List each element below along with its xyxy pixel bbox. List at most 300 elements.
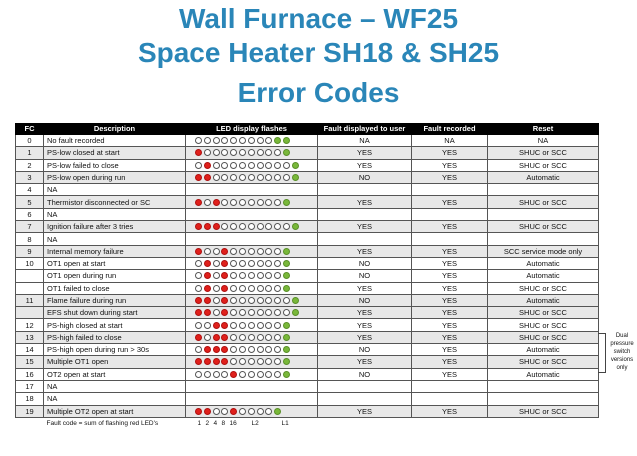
led-off: [213, 272, 220, 279]
recorded-cell: YES: [412, 307, 488, 319]
led-cell: [186, 331, 318, 343]
title-line-3: Error Codes: [237, 77, 400, 108]
fc-cell: 18: [16, 393, 44, 405]
led-off: [248, 346, 255, 353]
led-off: [257, 334, 264, 341]
recorded-cell: YES: [412, 282, 488, 294]
fc-cell: 11: [16, 294, 44, 306]
footer-note: Fault code = sum of flashing red LED's: [44, 417, 186, 429]
displayed-cell: [318, 393, 412, 405]
reset-cell: SHUC or SCC: [488, 405, 599, 417]
led-red: [213, 322, 220, 329]
table-row: [16, 307, 599, 319]
footer-empty: [488, 417, 599, 429]
led-off: [213, 297, 220, 304]
reset-cell: SHUC or SCC: [488, 282, 599, 294]
led-off: [221, 174, 228, 181]
led-green: [283, 137, 290, 144]
reset-cell: SHUC or SCC: [488, 147, 599, 159]
led-off: [195, 346, 202, 353]
led-off: [265, 346, 272, 353]
led-off: [239, 334, 246, 341]
displayed-cell: NO: [318, 257, 412, 269]
displayed-cell: YES: [318, 405, 412, 417]
table-row: [16, 282, 599, 294]
led-off: [213, 408, 220, 415]
led-cell: [186, 393, 318, 405]
led-off: [239, 309, 246, 316]
led-red: [204, 260, 211, 267]
led-green: [292, 174, 299, 181]
led-off: [204, 248, 211, 255]
led-off: [257, 408, 264, 415]
led-off: [239, 199, 246, 206]
led-off: [195, 162, 202, 169]
led-red: [195, 297, 202, 304]
led-off: [204, 334, 211, 341]
led-red: [195, 223, 202, 230]
led-off: [239, 260, 246, 267]
fc-cell: 12: [16, 319, 44, 331]
table-row: [16, 405, 599, 417]
description-cell: PS-high failed to close: [44, 331, 186, 343]
reset-cell: SHUC or SCC: [488, 307, 599, 319]
led-off: [274, 223, 281, 230]
displayed-cell: YES: [318, 319, 412, 331]
side-note: Dual pressure switch versions only: [610, 333, 634, 371]
led-cell: [186, 159, 318, 171]
fc-cell: 14: [16, 344, 44, 356]
led-cell: [186, 208, 318, 220]
led-green: [283, 358, 290, 365]
led-red: [213, 358, 220, 365]
led-off: [239, 162, 246, 169]
led-off: [257, 371, 264, 378]
led-cell: [186, 380, 318, 392]
led-off: [239, 371, 246, 378]
led-off: [213, 137, 220, 144]
led-cell: [186, 344, 318, 356]
reset-cell: SCC service mode only: [488, 245, 599, 257]
led-off: [204, 199, 211, 206]
led-off: [213, 162, 220, 169]
led-red: [230, 371, 237, 378]
led-display: [189, 334, 314, 341]
recorded-cell: NA: [412, 135, 488, 147]
led-off: [274, 260, 281, 267]
recorded-cell: YES: [412, 294, 488, 306]
led-red: [221, 297, 228, 304]
displayed-cell: YES: [318, 221, 412, 233]
led-off: [257, 322, 264, 329]
header-led: LED display flashes: [186, 124, 318, 135]
led-cell: [186, 233, 318, 245]
table-row: [16, 196, 599, 208]
led-green: [283, 149, 290, 156]
led-cell: [186, 405, 318, 417]
led-green: [292, 309, 299, 316]
table-row: [16, 331, 599, 343]
led-display: [189, 260, 314, 267]
led-red: [204, 223, 211, 230]
error-codes-table: [15, 123, 599, 429]
fc-cell: 1: [16, 147, 44, 159]
displayed-cell: NA: [318, 135, 412, 147]
description-cell: OT1 open at start: [44, 257, 186, 269]
reset-cell: SHUC or SCC: [488, 159, 599, 171]
led-off: [283, 309, 290, 316]
table-row: [16, 257, 599, 269]
led-off: [213, 260, 220, 267]
led-red: [204, 174, 211, 181]
led-off: [204, 137, 211, 144]
reset-cell: Automatic: [488, 368, 599, 380]
description-cell: NA: [44, 233, 186, 245]
led-cell: [186, 196, 318, 208]
description-cell: PS-low failed to close: [44, 159, 186, 171]
displayed-cell: YES: [318, 147, 412, 159]
description-cell: No fault recorded: [44, 135, 186, 147]
led-cell: [186, 368, 318, 380]
led-off: [283, 174, 290, 181]
description-cell: NA: [44, 393, 186, 405]
displayed-cell: YES: [318, 245, 412, 257]
led-off: [221, 223, 228, 230]
led-display: [189, 248, 314, 255]
description-cell: Multiple OT1 open: [44, 356, 186, 368]
reset-cell: Automatic: [488, 294, 599, 306]
led-off: [257, 199, 264, 206]
fc-cell: 17: [16, 380, 44, 392]
led-off: [265, 297, 272, 304]
led-off: [274, 309, 281, 316]
displayed-cell: YES: [318, 196, 412, 208]
led-red: [221, 346, 228, 353]
table-row: [16, 319, 599, 331]
led-off: [221, 162, 228, 169]
table-row: [16, 294, 599, 306]
led-off: [195, 322, 202, 329]
led-red: [204, 297, 211, 304]
led-red: [213, 199, 220, 206]
led-display: [189, 346, 314, 353]
fc-cell: [16, 282, 44, 294]
led-green: [292, 162, 299, 169]
led-off: [230, 272, 237, 279]
led-off: [230, 285, 237, 292]
led-off: [204, 371, 211, 378]
led-red: [213, 346, 220, 353]
led-cell: [186, 135, 318, 147]
led-cell: [186, 245, 318, 257]
led-off: [195, 272, 202, 279]
reset-cell: Automatic: [488, 344, 599, 356]
reset-cell: SHUC or SCC: [488, 319, 599, 331]
led-cell: [186, 307, 318, 319]
displayed-cell: [318, 233, 412, 245]
led-off: [213, 248, 220, 255]
led-display: [189, 223, 314, 230]
led-red: [221, 248, 228, 255]
displayed-cell: YES: [318, 159, 412, 171]
led-display: [189, 371, 314, 378]
fc-cell: 2: [16, 159, 44, 171]
led-red: [195, 149, 202, 156]
led-off: [274, 162, 281, 169]
led-cell: [186, 294, 318, 306]
description-cell: Thermistor disconnected or SC: [44, 196, 186, 208]
led-off: [274, 371, 281, 378]
led-red: [195, 199, 202, 206]
recorded-cell: YES: [412, 356, 488, 368]
led-off: [239, 137, 246, 144]
legend-label: 16: [229, 419, 237, 427]
description-cell: Flame failure during run: [44, 294, 186, 306]
fc-cell: 7: [16, 221, 44, 233]
led-off: [195, 285, 202, 292]
recorded-cell: YES: [412, 221, 488, 233]
led-off: [265, 248, 272, 255]
led-display: [189, 297, 314, 304]
fc-cell: 3: [16, 171, 44, 183]
led-red: [204, 358, 211, 365]
led-red: [213, 223, 220, 230]
led-off: [274, 199, 281, 206]
led-off: [265, 322, 272, 329]
led-off: [257, 346, 264, 353]
reset-cell: [488, 184, 599, 196]
led-green: [283, 285, 290, 292]
table-row: [16, 233, 599, 245]
recorded-cell: YES: [412, 368, 488, 380]
led-off: [248, 248, 255, 255]
led-red: [195, 358, 202, 365]
led-off: [230, 248, 237, 255]
led-display: [189, 137, 314, 144]
displayed-cell: NO: [318, 270, 412, 282]
led-off: [274, 358, 281, 365]
led-green: [283, 260, 290, 267]
title-line-1: Wall Furnace – WF25: [178, 3, 459, 34]
led-legend: [186, 417, 318, 429]
led-display: [189, 149, 314, 156]
led-off: [230, 358, 237, 365]
description-cell: PS-low open during run: [44, 171, 186, 183]
led-off: [257, 149, 264, 156]
led-off: [274, 334, 281, 341]
led-green: [283, 248, 290, 255]
led-off: [257, 358, 264, 365]
footer-empty: [16, 417, 44, 429]
led-off: [239, 149, 246, 156]
led-off: [257, 223, 264, 230]
description-cell: OT1 open during run: [44, 270, 186, 282]
led-off: [221, 408, 228, 415]
displayed-cell: YES: [318, 331, 412, 343]
table-row: [16, 208, 599, 220]
led-off: [283, 223, 290, 230]
led-red: [204, 272, 211, 279]
table-row: [16, 380, 599, 392]
led-off: [257, 285, 264, 292]
led-display: [189, 174, 314, 181]
table-row: [16, 147, 599, 159]
led-green: [292, 297, 299, 304]
legend-label: L2: [251, 419, 259, 427]
description-cell: OT1 failed to close: [44, 282, 186, 294]
fc-cell: 9: [16, 245, 44, 257]
fc-cell: 19: [16, 405, 44, 417]
led-red: [204, 408, 211, 415]
displayed-cell: NO: [318, 368, 412, 380]
description-cell: OT2 open at start: [44, 368, 186, 380]
led-display: [189, 285, 314, 292]
led-red: [221, 272, 228, 279]
header-displayed: Fault displayed to user: [318, 124, 412, 135]
led-red: [195, 174, 202, 181]
led-red: [204, 346, 211, 353]
recorded-cell: [412, 208, 488, 220]
table-row: [16, 344, 599, 356]
displayed-cell: YES: [318, 307, 412, 319]
footer-row: [16, 417, 599, 429]
led-off: [257, 174, 264, 181]
led-off: [274, 297, 281, 304]
led-off: [230, 297, 237, 304]
led-green: [283, 272, 290, 279]
table-row: [16, 245, 599, 257]
led-off: [239, 174, 246, 181]
led-cell: [186, 171, 318, 183]
led-off: [248, 199, 255, 206]
led-off: [274, 248, 281, 255]
led-green: [274, 137, 281, 144]
led-green: [283, 322, 290, 329]
led-off: [265, 285, 272, 292]
led-off: [265, 272, 272, 279]
led-off: [257, 272, 264, 279]
led-display: [189, 322, 314, 329]
led-display: [189, 199, 314, 206]
led-off: [239, 322, 246, 329]
led-off: [248, 297, 255, 304]
fc-cell: 15: [16, 356, 44, 368]
led-off: [230, 322, 237, 329]
led-off: [239, 358, 246, 365]
led-off: [230, 346, 237, 353]
led-off: [283, 297, 290, 304]
led-cell: [186, 270, 318, 282]
led-off: [248, 322, 255, 329]
side-bracket: [598, 333, 606, 373]
led-off: [248, 137, 255, 144]
led-red: [221, 334, 228, 341]
led-off: [213, 285, 220, 292]
table-row: [16, 159, 599, 171]
led-off: [248, 285, 255, 292]
led-off: [204, 149, 211, 156]
led-off: [230, 199, 237, 206]
fc-cell: [16, 270, 44, 282]
led-off: [230, 137, 237, 144]
led-off: [265, 174, 272, 181]
fc-cell: 8: [16, 233, 44, 245]
description-cell: Internal memory failure: [44, 245, 186, 257]
reset-cell: SHUC or SCC: [488, 356, 599, 368]
recorded-cell: YES: [412, 171, 488, 183]
fc-cell: 0: [16, 135, 44, 147]
led-red: [204, 285, 211, 292]
led-red: [195, 248, 202, 255]
table-row: [16, 393, 599, 405]
led-off: [204, 322, 211, 329]
led-display: [189, 309, 314, 316]
led-off: [274, 149, 281, 156]
led-off: [257, 309, 264, 316]
led-off: [239, 248, 246, 255]
led-off: [239, 285, 246, 292]
led-off: [230, 149, 237, 156]
led-off: [213, 309, 220, 316]
led-off: [265, 309, 272, 316]
led-off: [230, 223, 237, 230]
led-off: [265, 162, 272, 169]
led-off: [248, 174, 255, 181]
led-red: [213, 334, 220, 341]
led-off: [265, 358, 272, 365]
displayed-cell: YES: [318, 282, 412, 294]
displayed-cell: YES: [318, 356, 412, 368]
displayed-cell: [318, 184, 412, 196]
reset-cell: [488, 208, 599, 220]
header-reset: Reset: [488, 124, 599, 135]
led-red: [221, 260, 228, 267]
description-cell: PS-high closed at start: [44, 319, 186, 331]
table-row: [16, 368, 599, 380]
led-cell: [186, 319, 318, 331]
led-off: [257, 260, 264, 267]
description-cell: NA: [44, 208, 186, 220]
led-cell: [186, 147, 318, 159]
led-display: [189, 358, 314, 365]
led-off: [230, 309, 237, 316]
recorded-cell: [412, 380, 488, 392]
description-cell: EFS shut down during start: [44, 307, 186, 319]
led-red: [204, 309, 211, 316]
led-off: [248, 408, 255, 415]
description-cell: Multiple OT2 open at start: [44, 405, 186, 417]
recorded-cell: YES: [412, 159, 488, 171]
table-row: [16, 221, 599, 233]
recorded-cell: YES: [412, 196, 488, 208]
led-off: [257, 248, 264, 255]
led-off: [221, 371, 228, 378]
led-off: [239, 272, 246, 279]
led-off: [265, 334, 272, 341]
led-red: [230, 408, 237, 415]
led-red: [195, 334, 202, 341]
recorded-cell: YES: [412, 319, 488, 331]
led-off: [230, 334, 237, 341]
led-off: [213, 149, 220, 156]
led-off: [239, 297, 246, 304]
led-display: [189, 162, 314, 169]
led-off: [248, 162, 255, 169]
led-off: [239, 223, 246, 230]
led-cell: [186, 257, 318, 269]
led-off: [195, 137, 202, 144]
led-off: [248, 371, 255, 378]
